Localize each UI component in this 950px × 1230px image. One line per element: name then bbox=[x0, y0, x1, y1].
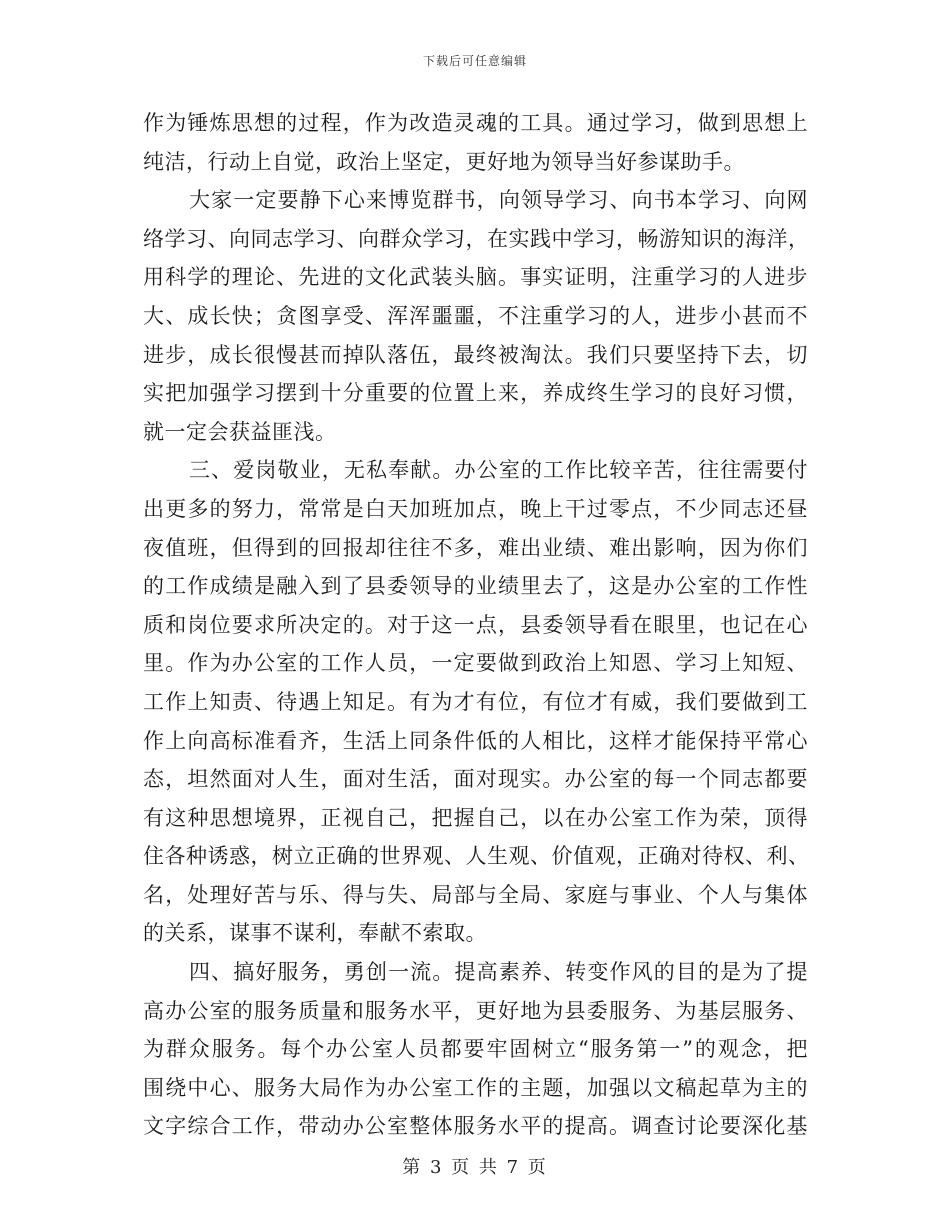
paragraph-2 bbox=[143, 181, 808, 451]
text-line: 作上向高标准看齐，生活上同条件低的人相比，这样才能保持平常心 bbox=[143, 728, 808, 753]
text-line: 的关系，谋事不谋利，奉献不索取。 bbox=[143, 921, 487, 946]
text-line: 工作上知责、待遇上知足。有为才有位，有位才有威，我们要做到工 bbox=[143, 689, 808, 714]
text-line: 态，坦然面对人生，面对生活，面对现实。办公室的每一个同志都要 bbox=[143, 767, 808, 792]
text-line: 文字综合工作，带动办公室整体服务水平的提高。调查讨论要深化基 bbox=[143, 1114, 808, 1139]
text-line: 出更多的努力，常常是白天加班加点，晚上干过零点，不少同志还昼 bbox=[143, 496, 808, 521]
text-line: 夜值班，但得到的回报却往往不多，难出业绩、难出影响，因为你们 bbox=[143, 535, 808, 560]
page-header: 下载后可任意编辑 bbox=[422, 54, 527, 68]
paragraph-1 bbox=[143, 104, 808, 181]
text-line: 就一定会获益匪浅。 bbox=[143, 419, 337, 444]
text-line: 络学习、向同志学习、向群众学习，在实践中学习，畅游知识的海洋， bbox=[143, 226, 810, 251]
text-line: 住各种诱惑，树立正确的世界观、人生观、价值观，正确对待权、利、 bbox=[143, 844, 810, 869]
text-line: 的工作成绩是融入到了县委领导的业绩里去了，这是办公室的工作性 bbox=[143, 574, 808, 599]
document-body bbox=[143, 104, 808, 1146]
text-line: 质和岗位要求所决定的。对于这一点，县委领导看在眼里，也记在心 bbox=[143, 612, 808, 637]
text-line: 用科学的理论、先进的文化武装头脑。事实证明，注重学习的人进步 bbox=[143, 265, 808, 290]
text-line: 大、成长快；贪图享受、浑浑噩噩，不注重学习的人，进步小甚而不 bbox=[143, 303, 808, 328]
text-line: 纯洁，行动上自觉，政治上坚定，更好地为领导当好参谋助手。 bbox=[143, 149, 745, 174]
text-line: 里。作为办公室的工作人员，一定要做到政治上知恩、学习上知短、 bbox=[143, 651, 808, 676]
text-line: 名，处理好苦与乐、得与失、局部与全局、家庭与事业、个人与集体 bbox=[143, 882, 808, 907]
text-line: 三、爱岗敬业，无私奉献。办公室的工作比较辛苦，往往需要付 bbox=[189, 458, 808, 483]
text-line: 作为锤炼思想的过程，作为改造灵魂的工具。通过学习，做到思想上 bbox=[143, 111, 808, 135]
page-footer: 第 3 页 共 7 页 bbox=[402, 1157, 548, 1178]
text-line: 进步，成长很慢甚而掉队落伍，最终被淘汰。我们只要坚持下去，切 bbox=[143, 342, 808, 367]
text-line: 围绕中心、服务大局作为办公室工作的主题，加强以文稿起草为主的 bbox=[143, 1075, 808, 1100]
text-line: 大家一定要静下心来博览群书，向领导学习、向书本学习、向网 bbox=[189, 188, 808, 213]
text-line: 实把加强学习摆到十分重要的位置上来，养成终生学习的良好习惯， bbox=[143, 381, 808, 406]
text-line: 有这种思想境界，正视自己，把握自己，以在办公室工作为荣，顶得 bbox=[143, 805, 808, 830]
text-line: 四、搞好服务，勇创一流。提高素养、转变作风的目的是为了提 bbox=[189, 960, 808, 985]
text-line: 高办公室的服务质量和服务水平，更好地为县委服务、为基层服务、 bbox=[143, 998, 808, 1023]
text-line: 为群众服务。每个办公室人员都要牢固树立“服务第一”的观念，把 bbox=[143, 1037, 808, 1062]
paragraph-3 bbox=[143, 451, 808, 953]
paragraph-4 bbox=[143, 953, 808, 1146]
